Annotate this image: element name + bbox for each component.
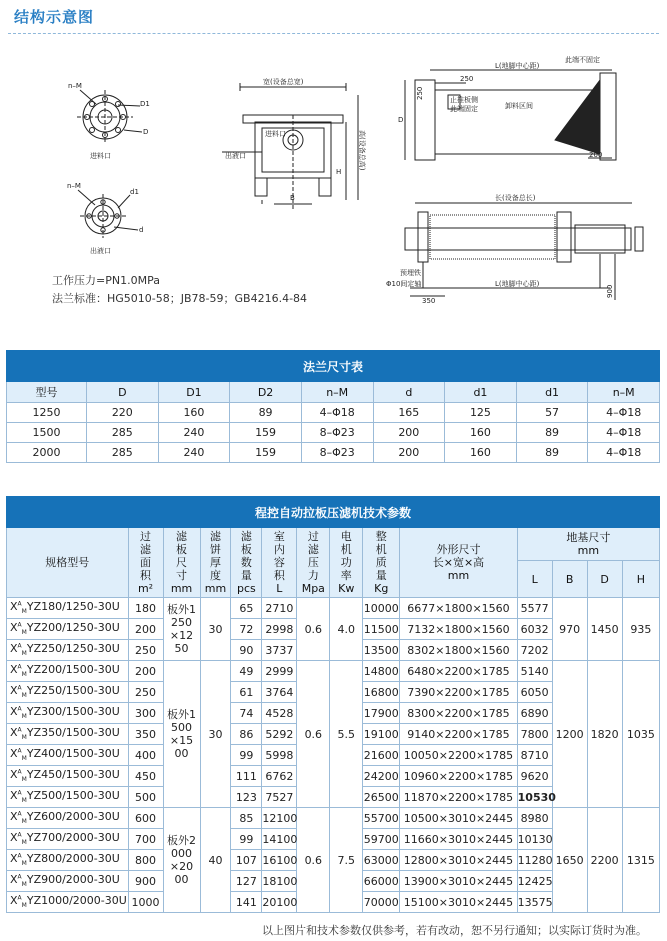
flange-cell: 57 <box>516 403 588 423</box>
label-200: 200 <box>589 151 603 159</box>
label-250: 250 <box>460 75 474 83</box>
model-cell: $X^A_MYZ250/1500-30U$ <box>7 682 129 703</box>
foundation-D-cell: 2200 <box>587 808 622 913</box>
volume-cell: 18100 <box>262 871 297 892</box>
flange-cell: 165 <box>373 403 445 423</box>
inlet-flange-drawing <box>77 90 142 144</box>
flange-cell: 200 <box>373 443 445 463</box>
label-d: d <box>139 226 144 234</box>
spec-flange-standard: 法兰标准：HG5010-58；JB78-59；GB4216.4-84 <box>52 292 308 305</box>
flange-cell: 4–Φ18 <box>301 403 373 423</box>
weight-cell: 17900 <box>363 703 400 724</box>
model-cell: $X^A_MYZ180/1250-30U$ <box>7 598 129 619</box>
dims-cell: 6677×1800×1560 <box>400 598 517 619</box>
label-H: H <box>336 168 342 176</box>
flange-header-cell: n–M <box>301 382 373 403</box>
foundation-L-cell: 10530 <box>517 787 552 808</box>
weight-cell: 14800 <box>363 661 400 682</box>
flange-header-cell: D <box>87 382 159 403</box>
flange-cell: 4–Φ18 <box>588 443 660 463</box>
label-height-total: 高(设备总高) <box>358 130 366 171</box>
flange-cell: 200 <box>373 423 445 443</box>
flange-table-body <box>7 403 660 463</box>
count-cell: 123 <box>231 787 262 808</box>
label-900: 900 <box>606 284 614 298</box>
label-L-center: L(地脚中心距) <box>495 62 540 70</box>
area-cell: 300 <box>128 703 163 724</box>
label-250v: 250 <box>416 86 424 100</box>
cake-cell: 30 <box>200 598 231 661</box>
foundation-L-cell: 9620 <box>517 766 552 787</box>
label-d1: d1 <box>130 188 139 196</box>
area-cell: 700 <box>128 829 163 850</box>
label-D-side: D <box>398 116 404 124</box>
side-view-drawing <box>405 70 616 160</box>
weight-cell: 19100 <box>363 724 400 745</box>
volume-cell: 3737 <box>262 640 297 661</box>
foundation-L-cell: 12425 <box>517 871 552 892</box>
weight-cell: 26500 <box>363 787 400 808</box>
flange-header-cell: D1 <box>158 382 230 403</box>
flange-cell: 285 <box>87 423 159 443</box>
dims-cell: 11660×3010×2445 <box>400 829 517 850</box>
label-fixed-here: 此端固定 <box>450 105 478 113</box>
flange-cell: 240 <box>158 443 230 463</box>
tech-row <box>7 598 660 619</box>
area-cell: 900 <box>128 871 163 892</box>
power-cell: 4.0 <box>330 598 363 661</box>
weight-cell: 10000 <box>363 598 400 619</box>
foundation-L-cell: 6032 <box>517 619 552 640</box>
foundation-H-cell: 935 <box>622 598 659 661</box>
model-cell: $X^A_MYZ800/2000-30U$ <box>7 850 129 871</box>
front-view-drawing <box>222 83 358 210</box>
area-cell: 600 <box>128 808 163 829</box>
hdr-B: B <box>552 561 587 598</box>
volume-cell: 2998 <box>262 619 297 640</box>
volume-cell: 20100 <box>262 892 297 913</box>
flange-cell: 4–Φ18 <box>588 403 660 423</box>
flange-cell: 4–Φ18 <box>588 423 660 443</box>
label-embedded: 预埋铁 <box>400 269 421 277</box>
count-cell: 99 <box>231 745 262 766</box>
hdr-plate: 滤板尺寸 mm <box>163 528 200 598</box>
model-cell: $X^A_MYZ250/1250-30U$ <box>7 640 129 661</box>
power-cell: 7.5 <box>330 808 363 913</box>
hdr-dims: 外形尺寸 长×宽×高 mm <box>400 528 517 598</box>
model-cell: $X^A_MYZ450/1500-30U$ <box>7 766 129 787</box>
flange-cell: 240 <box>158 423 230 443</box>
count-cell: 107 <box>231 850 262 871</box>
count-cell: 65 <box>231 598 262 619</box>
volume-cell: 12100 <box>262 808 297 829</box>
area-cell: 500 <box>128 787 163 808</box>
foundation-D-cell: 1820 <box>587 661 622 808</box>
label-D1: D1 <box>140 100 150 108</box>
hdr-weight: 整机质量 Kg <box>363 528 400 598</box>
flange-cell: 1250 <box>7 403 87 423</box>
flange-header-cell: d <box>373 382 445 403</box>
label-L-center2: L(地脚中心距) <box>495 280 540 288</box>
volume-cell: 2710 <box>262 598 297 619</box>
dims-cell: 12800×3010×2445 <box>400 850 517 871</box>
model-cell: $X^A_MYZ500/1500-30U$ <box>7 787 129 808</box>
flange-header-cell: 型号 <box>7 382 87 403</box>
plate-size-cell: 板外1500×1500 <box>163 661 200 808</box>
model-cell: $X^A_MYZ400/1500-30U$ <box>7 745 129 766</box>
area-cell: 800 <box>128 850 163 871</box>
flange-cell: 220 <box>87 403 159 423</box>
count-cell: 141 <box>231 892 262 913</box>
weight-cell: 24200 <box>363 766 400 787</box>
foundation-B-cell: 970 <box>552 598 587 661</box>
area-cell: 350 <box>128 724 163 745</box>
label-D: D <box>143 128 149 136</box>
label-liquid-outlet: 出液口 <box>225 152 246 160</box>
label-discharge: 卸料区间 <box>505 102 533 110</box>
flange-cell: 285 <box>87 443 159 463</box>
outlet-flange-drawing <box>78 190 138 238</box>
dims-cell: 7390×2200×1785 <box>400 682 517 703</box>
volume-cell: 7527 <box>262 787 297 808</box>
foundation-L-cell: 11280 <box>517 850 552 871</box>
label-feed-inlet: 进料口 <box>265 130 286 138</box>
count-cell: 85 <box>231 808 262 829</box>
model-cell: $X^A_MYZ700/2000-30U$ <box>7 829 129 850</box>
area-cell: 1000 <box>128 892 163 913</box>
flange-table-title: 法兰尺寸表 <box>7 351 660 382</box>
model-cell: $X^A_MYZ350/1500-30U$ <box>7 724 129 745</box>
count-cell: 49 <box>231 661 262 682</box>
count-cell: 127 <box>231 871 262 892</box>
dims-cell: 10050×2200×1785 <box>400 745 517 766</box>
dims-cell: 15100×3010×2445 <box>400 892 517 913</box>
foundation-L-cell: 10130 <box>517 829 552 850</box>
pressure-cell: 0.6 <box>297 661 330 808</box>
volume-cell: 6762 <box>262 766 297 787</box>
hdr-power: 电机功率 Kw <box>330 528 363 598</box>
flange-header-cell: D2 <box>230 382 302 403</box>
tech-params-table <box>6 496 660 913</box>
foundation-L-cell: 5577 <box>517 598 552 619</box>
area-cell: 250 <box>128 640 163 661</box>
tech-table-title: 程控自动拉板压滤机技术参数 <box>7 497 660 528</box>
volume-cell: 3764 <box>262 682 297 703</box>
weight-cell: 11500 <box>363 619 400 640</box>
volume-cell: 2999 <box>262 661 297 682</box>
label-push-plate: 止推板侧 <box>450 96 478 104</box>
flange-cell: 89 <box>230 403 302 423</box>
flange-cell: 125 <box>445 403 517 423</box>
flange-cell: 8–Φ23 <box>301 423 373 443</box>
area-cell: 450 <box>128 766 163 787</box>
flange-size-table <box>6 350 660 463</box>
count-cell: 90 <box>231 640 262 661</box>
model-cell: $X^A_MYZ1000/2000-30U$ <box>7 892 129 913</box>
hdr-pressure: 过滤压力 Mpa <box>297 528 330 598</box>
weight-cell: 63000 <box>363 850 400 871</box>
plate-size-cell: 板外2000×2000 <box>163 808 200 913</box>
count-cell: 74 <box>231 703 262 724</box>
count-cell: 99 <box>231 829 262 850</box>
label-anchor: Φ10间定轴 <box>386 280 422 288</box>
volume-cell: 5998 <box>262 745 297 766</box>
foundation-H-cell: 1035 <box>622 661 659 808</box>
area-cell: 200 <box>128 661 163 682</box>
flange-cell: 159 <box>230 443 302 463</box>
flange-cell: 8–Φ23 <box>301 443 373 463</box>
label-width-total: 宽(设备总宽) <box>263 78 304 86</box>
flange-header-cell: d1 <box>516 382 588 403</box>
foundation-D-cell: 1450 <box>587 598 622 661</box>
flange-cell: 2000 <box>7 443 87 463</box>
foundation-L-cell: 7800 <box>517 724 552 745</box>
flange-row <box>7 423 660 443</box>
hdr-H: H <box>622 561 659 598</box>
dims-cell: 10960×2200×1785 <box>400 766 517 787</box>
tech-table-body <box>7 598 660 913</box>
label-B: B <box>290 194 295 202</box>
model-cell: $X^A_MYZ200/1500-30U$ <box>7 661 129 682</box>
foundation-B-cell: 1200 <box>552 661 587 808</box>
structure-diagram <box>0 40 667 310</box>
label-nm1: n–M <box>68 82 82 90</box>
dims-cell: 10500×3010×2445 <box>400 808 517 829</box>
model-cell: $X^A_MYZ300/1500-30U$ <box>7 703 129 724</box>
area-cell: 180 <box>128 598 163 619</box>
hdr-D: D <box>587 561 622 598</box>
area-cell: 400 <box>128 745 163 766</box>
weight-cell: 55700 <box>363 808 400 829</box>
flange-header-cell: n–M <box>588 382 660 403</box>
area-cell: 200 <box>128 619 163 640</box>
hdr-L: L <box>517 561 552 598</box>
volume-cell: 4528 <box>262 703 297 724</box>
area-cell: 250 <box>128 682 163 703</box>
foundation-H-cell: 1315 <box>622 808 659 913</box>
flange-cell: 1500 <box>7 423 87 443</box>
label-length-total: 长(设备总长) <box>495 194 536 202</box>
label-outlet: 出液口 <box>90 247 111 255</box>
hdr-area: 过滤面积 m² <box>128 528 163 598</box>
flange-row <box>7 403 660 423</box>
foundation-L-cell: 8980 <box>517 808 552 829</box>
cake-cell: 30 <box>200 661 231 808</box>
flange-header-cell: d1 <box>445 382 517 403</box>
foundation-L-cell: 6050 <box>517 682 552 703</box>
flange-cell: 159 <box>230 423 302 443</box>
flange-row <box>7 443 660 463</box>
hdr-cake: 滤饼厚度 mm <box>200 528 231 598</box>
flange-cell: 89 <box>516 443 588 463</box>
tech-row <box>7 661 660 682</box>
hdr-foundation: 地基尺寸 mm <box>517 528 659 561</box>
tech-row <box>7 808 660 829</box>
dims-cell: 8300×2200×1785 <box>400 703 517 724</box>
count-cell: 72 <box>231 619 262 640</box>
section-divider <box>8 33 659 34</box>
weight-cell: 16800 <box>363 682 400 703</box>
foundation-B-cell: 1650 <box>552 808 587 913</box>
hdr-count: 滤板数量 pcs <box>231 528 262 598</box>
weight-cell: 59700 <box>363 829 400 850</box>
plate-size-cell: 板外1250×1250 <box>163 598 200 661</box>
pressure-cell: 0.6 <box>297 598 330 661</box>
volume-cell: 14100 <box>262 829 297 850</box>
flange-table-header <box>7 382 660 403</box>
weight-cell: 13500 <box>363 640 400 661</box>
dims-cell: 6480×2200×1785 <box>400 661 517 682</box>
foundation-L-cell: 13575 <box>517 892 552 913</box>
count-cell: 86 <box>231 724 262 745</box>
foundation-L-cell: 5140 <box>517 661 552 682</box>
dims-cell: 11870×2200×1785 <box>400 787 517 808</box>
dims-cell: 13900×3010×2445 <box>400 871 517 892</box>
pressure-cell: 0.6 <box>297 808 330 913</box>
volume-cell: 5292 <box>262 724 297 745</box>
section-title: 结构示意图 <box>14 8 95 26</box>
label-inlet: 进料口 <box>90 152 111 160</box>
label-350: 350 <box>422 297 436 305</box>
footnote: 以上图片和技术参数仅供参考，若有改动，恕不另行通知；以实际订货时为准。 <box>262 924 647 937</box>
model-cell: $X^A_MYZ200/1250-30U$ <box>7 619 129 640</box>
dims-cell: 8302×1800×1560 <box>400 640 517 661</box>
hdr-volume: 室内容积 L <box>262 528 297 598</box>
flange-cell: 160 <box>158 403 230 423</box>
foundation-L-cell: 6890 <box>517 703 552 724</box>
count-cell: 61 <box>231 682 262 703</box>
dims-cell: 9140×2200×1785 <box>400 724 517 745</box>
count-cell: 111 <box>231 766 262 787</box>
flange-cell: 160 <box>445 443 517 463</box>
spec-pressure: 工作压力=PN1.0MPa <box>52 274 160 287</box>
dims-cell: 7132×1800×1560 <box>400 619 517 640</box>
flange-cell: 89 <box>516 423 588 443</box>
weight-cell: 70000 <box>363 892 400 913</box>
foundation-L-cell: 8710 <box>517 745 552 766</box>
flange-cell: 160 <box>445 423 517 443</box>
cake-cell: 40 <box>200 808 231 913</box>
model-cell: $X^A_MYZ600/2000-30U$ <box>7 808 129 829</box>
label-nm2: n–M <box>67 182 81 190</box>
volume-cell: 16100 <box>262 850 297 871</box>
hdr-model: 规格型号 <box>7 528 129 598</box>
foundation-L-cell: 7202 <box>517 640 552 661</box>
weight-cell: 66000 <box>363 871 400 892</box>
label-fixed: 此端不固定 <box>565 56 600 64</box>
weight-cell: 21600 <box>363 745 400 766</box>
model-cell: $X^A_MYZ900/2000-30U$ <box>7 871 129 892</box>
power-cell: 5.5 <box>330 661 363 808</box>
